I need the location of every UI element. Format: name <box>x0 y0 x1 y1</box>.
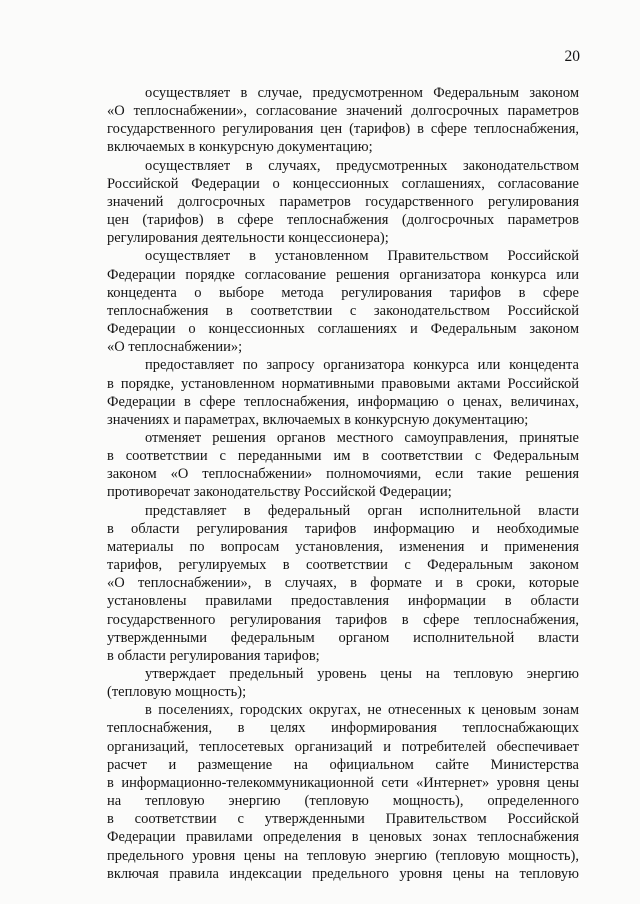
text-line: противоречат законодательству Российской Федерации; <box>107 484 452 501</box>
text-line: законом «О теплоснабжении» полномочиями, если такие решения <box>107 466 579 483</box>
paragraph <box>107 157 579 248</box>
paragraph <box>107 247 579 356</box>
text-line: на тепловую энергию (тепловую мощность), определенного <box>107 793 579 810</box>
text-line: значений долгосрочных параметров государственного регулирования <box>107 193 579 210</box>
text-line: значениях и параметрах, включаемых в конкурсную документацию; <box>107 411 529 428</box>
text-line: в области регулирования тарифов информацию и необходимые <box>107 520 579 537</box>
text-line: теплоснабжения, в целях информирования теплоснабжающих <box>107 720 579 737</box>
text-line: в поселениях, городских округах, не отнесенных к ценовым зонам <box>145 702 579 719</box>
text-line: расчет и размещение на официальном сайте Министерства <box>107 756 579 773</box>
text-line: представляет в федеральный орган исполнительной власти <box>145 502 579 519</box>
text-line: тарифов, регулируемых в соответствии с Федеральным законом <box>107 557 579 574</box>
text-line: утверждает предельный уровень цены на тепловую энергию <box>145 666 579 682</box>
text-line: Федерации в сфере теплоснабжения, информацию о ценах, величинах, <box>107 393 579 410</box>
text-line: Российской Федерации о концессионных соглашениях, согласование <box>107 175 579 192</box>
paragraph <box>107 665 579 701</box>
text-line: в соответствии с утвержденными Правительством Российской <box>107 811 579 828</box>
text-line: цен (тарифов) в сфере теплоснабжения (долгосрочных параметров <box>107 212 579 229</box>
text-line: «О теплоснабжении», согласование значений долгосрочных параметров <box>107 103 579 120</box>
text-line: предоставляет по запросу организатора конкурса или концедента <box>145 357 579 374</box>
text-line: «О теплоснабжении»; <box>107 339 243 356</box>
text-line: организаций, теплосетевых организаций и потребителей обеспечивает <box>107 738 579 755</box>
text-line: в порядке, установленном нормативными правовыми актами Российской <box>107 375 579 392</box>
text-line: включаемых в конкурсную документацию; <box>107 139 373 156</box>
text-line: Федерации о концессионных соглашениях и Федеральным законом <box>107 321 579 338</box>
text-line: Федерации правилами определения в ценовых зонах теплоснабжения <box>107 829 579 846</box>
text-line: государственного регулирования тарифов в сфере теплоснабжения, <box>107 611 579 628</box>
document-body <box>107 84 579 883</box>
text-line: в соответствии с переданными им в соответствии с Федеральным <box>107 448 579 465</box>
text-line: в информационно-телекоммуникационной сети «Интернет» уровня цены <box>107 774 579 791</box>
text-line: регулирования деятельности концессионера); <box>107 230 389 247</box>
text-line: государственного регулирования цен (тарифов) в сфере теплоснабжения, <box>107 121 579 138</box>
paragraph <box>107 502 579 665</box>
text-line: утвержденными федеральным органом исполнительной власти <box>107 629 579 646</box>
text-line: в области регулирования тарифов; <box>107 647 320 664</box>
paragraph <box>107 84 579 157</box>
text-line: осуществляет в случае, предусмотренном Федеральным законом <box>145 85 579 101</box>
text-line: отменяет решения органов местного самоуправления, принятые <box>145 429 579 446</box>
text-line: предельного уровня цены на тепловую энергию (тепловую мощность), <box>107 847 579 864</box>
text-line: концедента о выборе метода регулирования тарифов в сфере <box>107 284 579 301</box>
text-line: теплоснабжения в соответствии с законодательством Российской <box>107 302 579 319</box>
text-line: материалы по вопросам установления, изменения и применения <box>107 538 579 555</box>
paragraph <box>107 429 579 502</box>
text-line: включая правила индексации предельного уровня цены на тепловую <box>107 865 579 882</box>
paragraph <box>107 701 579 883</box>
text-line: осуществляет в установленном Правительством Российской <box>145 248 579 265</box>
text-line: Федерации порядке согласование решения организатора конкурса или <box>107 266 579 283</box>
text-line: «О теплоснабжении», в случаях, в формате и в сроки, которые <box>107 575 579 592</box>
paragraph <box>107 356 579 429</box>
text-line: (тепловую мощность); <box>107 684 247 701</box>
page-number: 20 <box>564 48 580 65</box>
text-line: осуществляет в случаях, предусмотренных законодательством <box>145 157 579 174</box>
text-line: установлены правилами предоставления информации в области <box>107 593 579 610</box>
